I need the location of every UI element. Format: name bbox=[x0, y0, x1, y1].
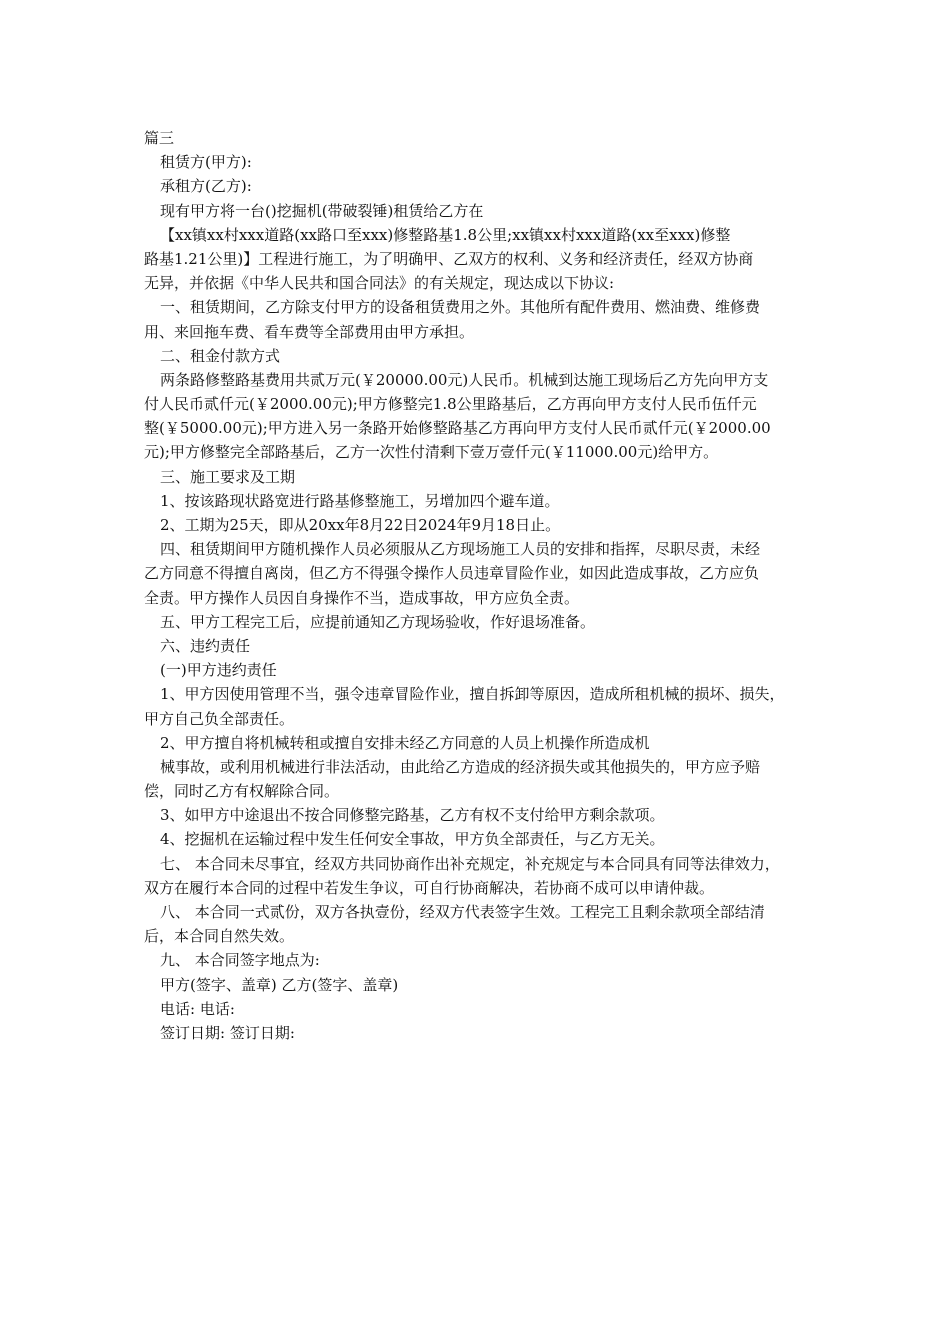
payment-line: 整(￥5000.00元);甲方进入另一条路开始修整路基乙方再向甲方支付人民币贰仟元(￥2000.00 bbox=[144, 419, 771, 438]
payment-line: 付人民币贰仟元(￥2000.00元);甲方修整完1.8公里路基后，乙方再向甲方支付人民币伍仟元 bbox=[144, 395, 757, 414]
payment-line: 两条路修整路基费用共贰万元(￥20000.00元)人民币。机械到达施工现场后乙方先向甲方支 bbox=[160, 370, 769, 389]
clause-1-line: 用、来回拖车费、看车费等全部费用由甲方承担。 bbox=[144, 322, 475, 341]
clause-2-heading: 二、租金付款方式 bbox=[160, 346, 281, 365]
section-heading: 篇三 bbox=[144, 129, 175, 147]
clause-3-heading: 三、施工要求及工期 bbox=[160, 467, 296, 486]
clause-3-item: 2、工期为25天，即从20xx年8月22日2024年9月18日止。 bbox=[160, 516, 561, 534]
clause-8-line: 后，本合同自然失效。 bbox=[144, 927, 295, 946]
clause-4-line: 四、租赁期间甲方随机操作人员必须服从乙方现场施工人员的安排和指挥，尽职尽责，未经 bbox=[160, 540, 761, 559]
clause-6-item: 甲方自己负全部责任。 bbox=[144, 709, 295, 728]
clause-6-heading: 六、违约责任 bbox=[160, 636, 251, 655]
contract-text bbox=[144, 126, 814, 1045]
clause-6-item: 1、甲方因使用管理不当，强令违章冒险作业，擅自拆卸等原因，造成所租机械的损坏、损失， bbox=[160, 685, 785, 704]
clause-4-line: 全责。甲方操作人员因自身操作不当，造成事故，甲方应负全责。 bbox=[144, 588, 580, 607]
clause-6-item: 偿，同时乙方有权解除合同。 bbox=[144, 782, 340, 801]
clause-6-item: 2、甲方擅自将机械转租或擅自安排未经乙方同意的人员上机操作所造成机 bbox=[160, 733, 650, 752]
project-line: 路基1.21公里)】工程进行施工，为了明确甲、乙双方的权利、义务和经济责任，经双方协商 bbox=[144, 249, 754, 268]
clause-6-item: 3、如甲方中途退出不按合同修整完路基，乙方有权不支付给甲方剩余款项。 bbox=[160, 806, 665, 825]
clause-4-line: 乙方同意不得擅自离岗，但乙方不得强令操作人员违章冒险作业，如因此造成事故，乙方应负 bbox=[144, 564, 760, 583]
intro-line: 现有甲方将一台()挖掘机(带破裂锤)租赁给乙方在 bbox=[160, 201, 484, 220]
project-line: 无异，并依据《中华人民共和国合同法》的有关规定，现达成以下协议: bbox=[144, 274, 615, 293]
project-line: 【xx镇xx村xxx道路(xx路口至xxx)修整路基1.8公里;xx镇xx村xxx道路(xx至xxx)修整 bbox=[160, 225, 731, 244]
clause-7-line: 七、 本合同未尽事宜，经双方共同协商作出补充规定，补充规定与本合同具有同等法律效力， bbox=[160, 854, 780, 873]
payment-line: 元);甲方修整完全部路基后，乙方一次性付清剩下壹万壹仟元(￥11000.00元)给甲方。 bbox=[144, 443, 719, 462]
clause-9-line: 九、 本合同签字地点为: bbox=[160, 951, 320, 970]
date-line: 签订日期: 签订日期: bbox=[160, 1023, 295, 1042]
clause-6-subheading: (一)甲方违约责任 bbox=[160, 661, 277, 680]
lessor-line: 租赁方(甲方): bbox=[160, 153, 252, 172]
clause-3-item: 1、按该路现状路宽进行路基修整施工，另增加四个避车道。 bbox=[160, 491, 560, 510]
clause-7-line: 双方在履行本合同的过程中若发生争议，可自行协商解决，若协商不成可以申请仲裁。 bbox=[144, 878, 715, 897]
signature-line: 甲方(签字、盖章) 乙方(签字、盖章) bbox=[160, 975, 399, 994]
lessee-line: 承租方(乙方): bbox=[160, 177, 252, 196]
clause-5-line: 五、甲方工程完工后，应提前通知乙方现场验收，作好退场准备。 bbox=[160, 612, 596, 631]
phone-line: 电话: 电话: bbox=[160, 999, 235, 1018]
clause-6-item: 4、挖掘机在运输过程中发生任何安全事故，甲方负全部责任，与乙方无关。 bbox=[160, 830, 665, 849]
clause-1-line: 一、租赁期间，乙方除支付甲方的设备租赁费用之外。其他所有配件费用、燃油费、维修费 bbox=[160, 298, 761, 317]
clause-6-item: 械事故，或利用机械进行非法活动，由此给乙方造成的经济损失或其他损失的，甲方应予赔 bbox=[160, 757, 761, 776]
clause-8-line: 八、 本合同一式贰份，双方各执壹份，经双方代表签字生效。工程完工且剩余款项全部结清 bbox=[160, 903, 765, 921]
